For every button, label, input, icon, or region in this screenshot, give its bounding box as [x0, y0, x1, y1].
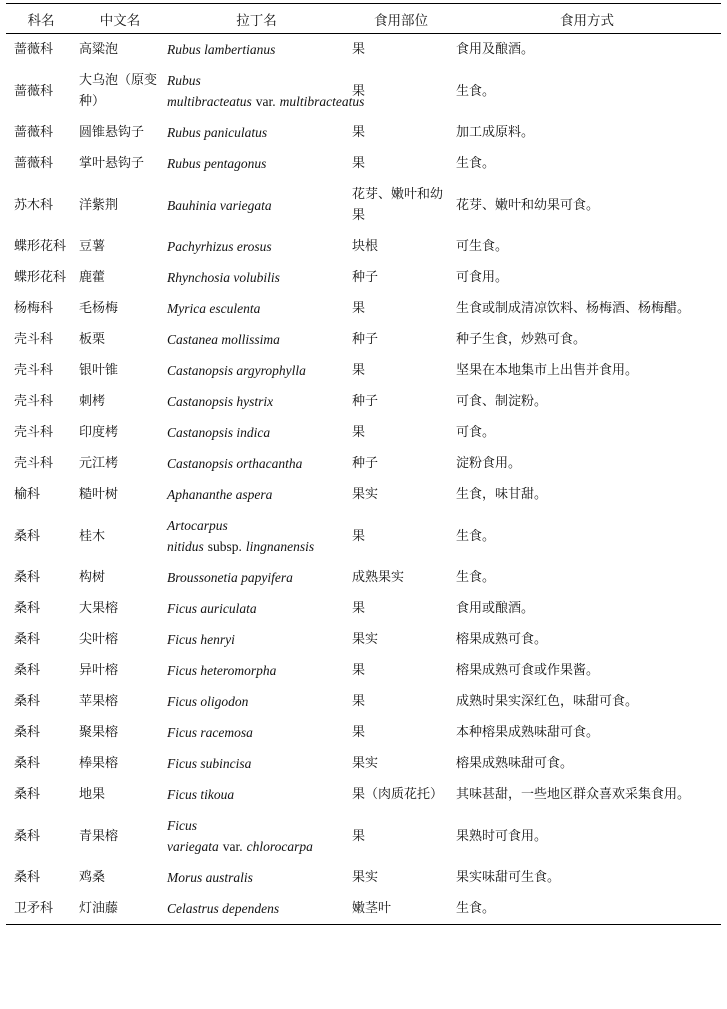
- family-cell: 蝶形花科: [14, 270, 67, 285]
- edible-part-cell: 果: [352, 301, 366, 316]
- latin-rank: var.: [222, 839, 243, 854]
- latin-infraspecific: chlorocarpa: [246, 839, 313, 854]
- latin-binomial: Artocarpus nitidus: [167, 518, 228, 554]
- family-cell: 桑科: [14, 694, 41, 709]
- edible-part-cell: 果: [352, 42, 366, 57]
- usage-cell: 榕果成熟可食或作果酱。: [456, 663, 600, 678]
- latin-name-cell: [164, 34, 349, 66]
- latin-name-cell: [164, 448, 349, 479]
- edible-part-cell: 种子: [352, 332, 379, 347]
- latin-name-cell: [164, 117, 349, 148]
- table-row: [6, 779, 721, 810]
- chinese-name-cell: 大果榕: [79, 601, 119, 616]
- chinese-name-cell: 尖叶榕: [79, 632, 119, 647]
- edible-part-cell: 果: [352, 156, 366, 171]
- latin-binomial: Bauhinia variegata: [167, 197, 272, 213]
- table-row: [6, 624, 721, 655]
- latin-binomial: Rubus pentagonus: [167, 156, 267, 171]
- edible-part-cell: 块根: [352, 239, 379, 254]
- latin-name-cell: [164, 324, 349, 355]
- usage-cell: 生食。: [456, 570, 496, 585]
- latin-binomial: Castanopsis indica: [167, 425, 271, 440]
- latin-name-cell: [164, 779, 349, 810]
- edible-part-cell: 果: [352, 725, 366, 740]
- chinese-name-cell: 桂木: [79, 528, 106, 544]
- usage-cell: 淀粉食用。: [456, 456, 522, 471]
- edible-part-cell: 果: [352, 363, 366, 378]
- table-row: [6, 293, 721, 324]
- latin-name-cell: [164, 655, 349, 686]
- table-row: [6, 34, 721, 66]
- chinese-name-cell: 洋紫荆: [79, 197, 119, 213]
- latin-name-cell: [164, 293, 349, 324]
- usage-cell: 可生食。: [456, 239, 509, 254]
- chinese-name-cell: 棒果榕: [79, 756, 119, 771]
- usage-cell: 种子生食，炒熟可食。: [456, 332, 587, 347]
- latin-name-cell: [164, 417, 349, 448]
- latin-rank: subsp.: [207, 539, 242, 554]
- latin-binomial: Castanopsis hystrix: [167, 394, 274, 409]
- family-cell: 壳斗科: [14, 394, 54, 409]
- latin-binomial: Ficus tikoua: [167, 787, 235, 802]
- chinese-name-cell: 板栗: [79, 332, 106, 347]
- family-cell: 卫矛科: [6, 893, 76, 925]
- latin-binomial: Morus australis: [167, 870, 253, 885]
- table-row: [6, 179, 721, 231]
- edible-part-cell: 果: [352, 663, 366, 678]
- latin-infraspecific: multibracteatus: [279, 94, 365, 109]
- table-row: [6, 562, 721, 593]
- chinese-name-cell: 掌叶悬钩子: [79, 156, 145, 171]
- latin-binomial: Celastrus dependens: [167, 901, 280, 916]
- edible-part-cell: 成熟果实: [352, 570, 405, 585]
- edible-part-cell: 果实: [352, 870, 379, 885]
- usage-cell: 可食用。: [456, 270, 509, 285]
- latin-name-cell: [164, 386, 349, 417]
- table-row: [6, 593, 721, 624]
- table-row: [6, 893, 721, 925]
- edible-part-cell: 果（肉质花托）: [352, 787, 444, 802]
- latin-binomial: Ficus oligodon: [167, 694, 249, 709]
- latin-binomial: Castanopsis orthacantha: [167, 456, 303, 471]
- latin-name-cell: [164, 717, 349, 748]
- latin-name-cell: [164, 593, 349, 624]
- table-row: [6, 148, 721, 179]
- usage-cell: 生食，味甘甜。: [456, 487, 548, 502]
- family-cell: 蔷薇科: [14, 125, 54, 140]
- edible-part-cell: 果: [352, 83, 366, 99]
- latin-name-cell: [164, 479, 349, 510]
- usage-cell: 坚果在本地集市上出售并食用。: [456, 363, 639, 378]
- latin-name-cell: [164, 893, 349, 925]
- family-cell: 蔷薇科: [14, 42, 54, 57]
- latin-name-cell: [164, 179, 349, 231]
- chinese-name-cell: 印度栲: [79, 425, 119, 440]
- edible-part-cell: 果实: [352, 756, 379, 771]
- usage-cell: 可食、制淀粉。: [456, 394, 548, 409]
- latin-binomial: Rubus multibracteatus: [167, 73, 252, 109]
- chinese-name-cell: 圆锥悬钩子: [79, 125, 145, 140]
- latin-binomial: Aphananthe aspera: [167, 487, 273, 502]
- edible-part-cell: 果: [352, 425, 366, 440]
- family-cell: 壳斗科: [14, 332, 54, 347]
- usage-cell: 本种榕果成熟味甜可食。: [456, 725, 600, 740]
- latin-name-cell: [164, 65, 365, 117]
- latin-binomial: Rubus lambertianus: [167, 42, 276, 57]
- header-chinese-name: 中文名: [76, 4, 164, 34]
- latin-name-cell: [164, 510, 349, 562]
- edible-part-cell: 花芽、嫩叶和幼果: [352, 187, 444, 223]
- table-row: [6, 117, 721, 148]
- usage-cell: 果熟时可食用。: [456, 828, 548, 844]
- edible-part-cell: 果实: [352, 487, 379, 502]
- chinese-name-cell: 构树: [79, 570, 106, 585]
- usage-cell: 生食。: [456, 83, 496, 99]
- table-row: [6, 65, 721, 117]
- chinese-name-cell: 苹果榕: [79, 694, 119, 709]
- chinese-name-cell: 大乌泡（原变种）: [79, 73, 158, 109]
- table-row: [6, 748, 721, 779]
- latin-name-cell: [164, 624, 349, 655]
- latin-binomial: Rhynchosia volubilis: [167, 270, 280, 285]
- edible-part-cell: 种子: [352, 394, 379, 409]
- chinese-name-cell: 刺栲: [79, 394, 106, 409]
- latin-name-cell: [164, 231, 349, 262]
- family-cell: 苏木科: [14, 197, 54, 213]
- family-cell: 桑科: [14, 601, 41, 616]
- chinese-name-cell: 地果: [79, 787, 106, 802]
- edible-plants-table: [6, 3, 721, 925]
- edible-part-cell: 种子: [352, 270, 379, 285]
- chinese-name-cell: 异叶榕: [79, 663, 119, 678]
- table-body: [6, 34, 721, 925]
- family-cell: 榆科: [14, 487, 41, 502]
- family-cell: 蔷薇科: [14, 83, 54, 99]
- family-cell: 蔷薇科: [14, 156, 54, 171]
- usage-cell: 生食或制成清凉饮料、杨梅酒、杨梅醋。: [456, 301, 691, 316]
- chinese-name-cell: 聚果榕: [79, 725, 119, 740]
- latin-binomial: Rubus paniculatus: [167, 125, 268, 140]
- latin-binomial: Ficus variegata: [167, 818, 219, 854]
- usage-cell: 榕果成熟味甜可食。: [456, 756, 574, 771]
- latin-binomial: Ficus auriculata: [167, 601, 257, 616]
- usage-cell: 榕果成熟可食。: [456, 632, 548, 647]
- usage-cell: 生食。: [453, 893, 721, 925]
- document-page: [6, 3, 721, 925]
- family-cell: 桑科: [14, 828, 41, 844]
- table-header-row: [6, 4, 721, 34]
- table-row: [6, 810, 721, 862]
- header-latin-name: 拉丁名: [164, 4, 349, 34]
- latin-name-cell: [164, 355, 349, 386]
- latin-rank: var.: [255, 94, 276, 109]
- family-cell: 蝶形花科: [14, 239, 67, 254]
- family-cell: 桑科: [14, 528, 41, 544]
- family-cell: 杨梅科: [14, 301, 54, 316]
- chinese-name-cell: 银叶锥: [79, 363, 119, 378]
- chinese-name-cell: 灯油藤: [76, 893, 164, 925]
- chinese-name-cell: 鹿藿: [79, 270, 106, 285]
- latin-name-cell: [164, 148, 349, 179]
- family-cell: 壳斗科: [14, 363, 54, 378]
- latin-name-cell: [164, 262, 349, 293]
- latin-name-cell: [164, 748, 349, 779]
- chinese-name-cell: 青果榕: [79, 828, 119, 844]
- latin-binomial: Pachyrhizus erosus: [167, 239, 272, 254]
- edible-part-cell: 果: [352, 828, 366, 844]
- edible-part-cell: 嫩茎叶: [349, 893, 453, 925]
- chinese-name-cell: 鸡桑: [79, 870, 106, 885]
- chinese-name-cell: 豆薯: [79, 239, 106, 254]
- header-usage: 食用方式: [453, 4, 721, 34]
- family-cell: 壳斗科: [14, 425, 54, 440]
- latin-binomial: Ficus racemosa: [167, 725, 253, 740]
- latin-name-cell: [164, 862, 349, 893]
- family-cell: 桑科: [14, 663, 41, 678]
- family-cell: 桑科: [14, 570, 41, 585]
- usage-cell: 食用及酿酒。: [456, 42, 535, 57]
- table-row: [6, 479, 721, 510]
- table-row: [6, 717, 721, 748]
- latin-binomial: Ficus henryi: [167, 632, 235, 647]
- usage-cell: 生食。: [456, 528, 496, 544]
- edible-part-cell: 果: [352, 694, 366, 709]
- table-row: [6, 231, 721, 262]
- latin-binomial: Broussonetia papyifera: [167, 570, 293, 585]
- usage-cell: 果实味甜可生食。: [456, 870, 561, 885]
- latin-binomial: Ficus heteromorpha: [167, 663, 277, 678]
- table-row: [6, 355, 721, 386]
- edible-part-cell: 果实: [352, 632, 379, 647]
- header-edible-part: 食用部位: [349, 4, 453, 34]
- edible-part-cell: 种子: [352, 456, 379, 471]
- latin-binomial: Castanea mollissima: [167, 332, 280, 347]
- latin-binomial: Myrica esculenta: [167, 301, 261, 316]
- usage-cell: 加工成原料。: [456, 125, 535, 140]
- usage-cell: 其味甚甜，一些地区群众喜欢采集食用。: [456, 787, 691, 802]
- edible-part-cell: 果: [352, 601, 366, 616]
- chinese-name-cell: 糙叶树: [79, 487, 119, 502]
- table-row: [6, 417, 721, 448]
- edible-part-cell: 果: [352, 125, 366, 140]
- header-family: 科名: [6, 4, 76, 34]
- table-row: [6, 386, 721, 417]
- table-row: [6, 686, 721, 717]
- usage-cell: 生食。: [456, 156, 496, 171]
- latin-name-cell: [164, 562, 349, 593]
- usage-cell: 花芽、嫩叶和幼果可食。: [456, 197, 600, 213]
- family-cell: 桑科: [14, 756, 41, 771]
- latin-binomial: Castanopsis argyrophylla: [167, 363, 306, 378]
- latin-name-cell: [164, 686, 349, 717]
- family-cell: 桑科: [14, 725, 41, 740]
- edible-part-cell: 果: [352, 528, 366, 544]
- latin-infraspecific: lingnanensis: [245, 539, 315, 554]
- family-cell: 桑科: [14, 787, 41, 802]
- chinese-name-cell: 毛杨梅: [79, 301, 119, 316]
- chinese-name-cell: 元江栲: [79, 456, 119, 471]
- latin-binomial: Ficus subincisa: [167, 756, 252, 771]
- family-cell: 桑科: [14, 632, 41, 647]
- family-cell: 桑科: [14, 870, 41, 885]
- family-cell: 壳斗科: [14, 456, 54, 471]
- latin-name-cell: [164, 810, 349, 862]
- table-row: [6, 262, 721, 293]
- usage-cell: 成熟时果实深红色，味甜可食。: [456, 694, 639, 709]
- usage-cell: 可食。: [456, 425, 496, 440]
- table-row: [6, 324, 721, 355]
- chinese-name-cell: 高粱泡: [79, 42, 119, 57]
- table-row: [6, 655, 721, 686]
- usage-cell: 食用或酿酒。: [456, 601, 535, 616]
- table-row: [6, 448, 721, 479]
- table-row: [6, 862, 721, 893]
- table-row: [6, 510, 721, 562]
